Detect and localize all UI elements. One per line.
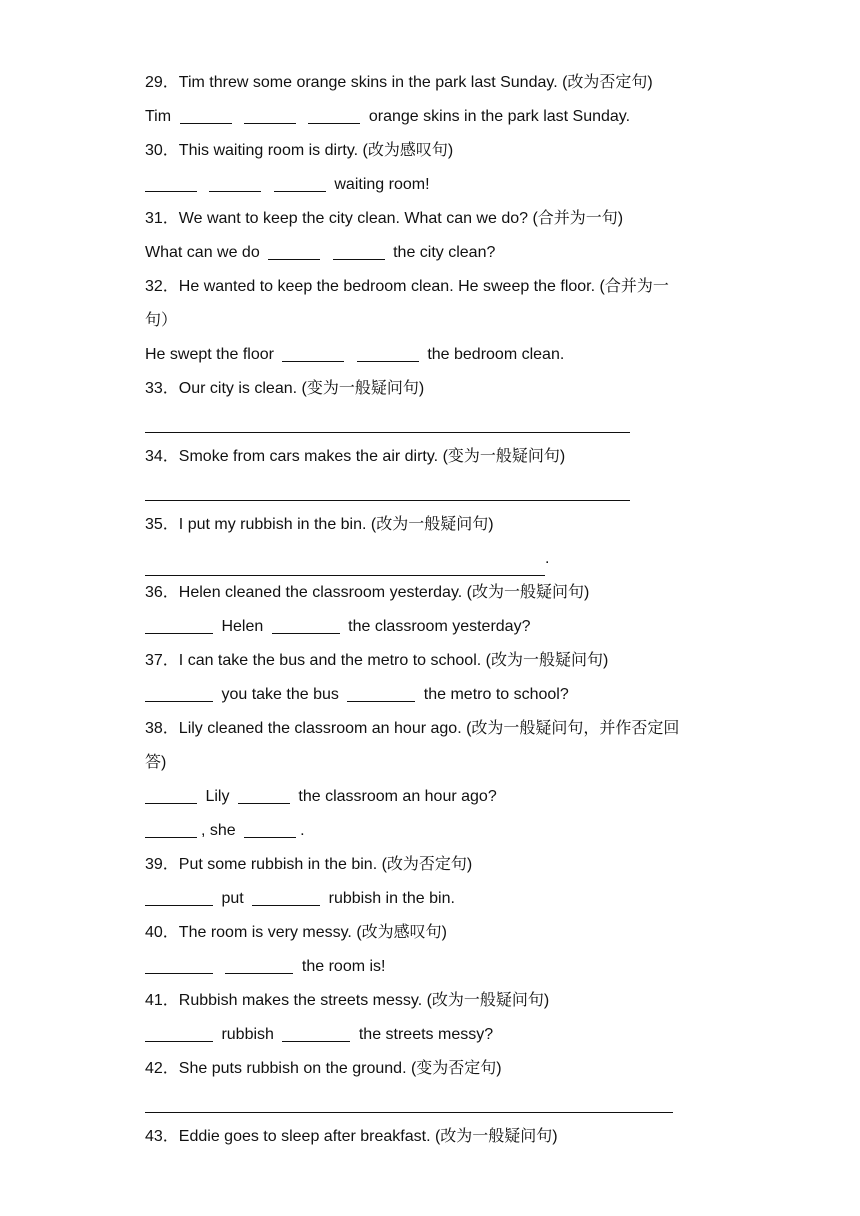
answer-text: rubbish in the bin.	[328, 890, 455, 907]
answer-30	[145, 168, 725, 202]
blank[interactable]	[252, 887, 320, 906]
answer-text: What can we do	[145, 244, 260, 261]
question-29: 29．Tim threw some orange skins in the park last Sunday. (改为否定句)	[145, 74, 653, 91]
answer-37	[145, 678, 725, 712]
blank[interactable]	[180, 105, 232, 124]
question-31: 31．We want to keep the city clean. What can we do? (合并为一句)	[145, 210, 624, 227]
answer-text: the metro to school?	[423, 686, 569, 703]
answer-text: .	[545, 550, 550, 567]
question-36: 36．Helen cleaned the classroom yesterday. (改为一般疑问句)	[145, 584, 590, 601]
answer-text: Tim	[145, 108, 172, 125]
question-38: 38．Lily cleaned the classroom an hour ago. (改为一般疑问句，并作否定回	[145, 720, 680, 737]
answer-text: you take the bus	[221, 686, 339, 703]
question-38-cont: 答)	[145, 754, 167, 771]
blank[interactable]	[145, 683, 213, 702]
blank[interactable]	[333, 241, 385, 260]
answer-35	[145, 542, 725, 576]
answer-text: the room is!	[301, 958, 386, 975]
question-40: 40．The room is very messy. (改为感叹句)	[145, 924, 447, 941]
answer-29	[145, 100, 725, 134]
blank[interactable]	[347, 683, 415, 702]
answer-line[interactable]	[145, 474, 630, 501]
blank[interactable]	[145, 887, 213, 906]
answer-40	[145, 950, 725, 984]
answer-32	[145, 338, 725, 372]
answer-41	[145, 1018, 725, 1052]
answer-text: rubbish	[221, 1026, 274, 1043]
question-43: 43．Eddie goes to sleep after breakfast. (改为一般疑问句)	[145, 1128, 558, 1145]
question-39: 39．Put some rubbish in the bin. (改为否定句)	[145, 856, 473, 873]
blank[interactable]	[282, 1023, 350, 1042]
question-33: 33．Our city is clean. (变为一般疑问句)	[145, 380, 425, 397]
question-34: 34．Smoke from cars makes the air dirty. (变为一般疑问句)	[145, 448, 566, 465]
question-41: 41．Rubbish makes the streets messy. (改为一般疑问句)	[145, 992, 550, 1009]
question-42: 42．She puts rubbish on the ground. (变为否定句)	[145, 1060, 502, 1077]
answer-text: put	[221, 890, 244, 907]
answer-text: waiting room!	[334, 176, 430, 193]
answer-text: the bedroom clean.	[427, 346, 565, 363]
question-30: 30．This waiting room is dirty. (改为感叹句)	[145, 142, 454, 159]
answer-text: He swept the floor	[145, 346, 274, 363]
answer-38-question	[145, 780, 725, 814]
blank[interactable]	[268, 241, 320, 260]
blank[interactable]	[145, 955, 213, 974]
question-32-cont: 句）	[145, 312, 178, 329]
worksheet	[145, 66, 725, 1154]
answer-line[interactable]	[145, 1086, 673, 1113]
answer-text: the streets messy?	[358, 1026, 494, 1043]
blank[interactable]	[145, 1023, 213, 1042]
blank[interactable]	[145, 819, 197, 838]
answer-text: the classroom yesterday?	[348, 618, 531, 635]
answer-31	[145, 236, 725, 270]
answer-33	[145, 406, 725, 440]
question-37: 37．I can take the bus and the metro to school. (改为一般疑问句)	[145, 652, 609, 669]
blank[interactable]	[145, 785, 197, 804]
blank[interactable]	[244, 105, 296, 124]
blank[interactable]	[272, 615, 340, 634]
blank[interactable]	[244, 819, 296, 838]
answer-39	[145, 882, 725, 916]
blank[interactable]	[274, 173, 326, 192]
answer-text: Helen	[221, 618, 264, 635]
blank[interactable]	[225, 955, 293, 974]
answer-34	[145, 474, 725, 508]
answer-text: .	[300, 822, 305, 839]
answer-line[interactable]	[145, 406, 630, 433]
question-35: 35．I put my rubbish in the bin. (改为一般疑问句)	[145, 516, 494, 533]
answer-text: Lily	[205, 788, 230, 805]
blank[interactable]	[145, 173, 197, 192]
blank[interactable]	[308, 105, 360, 124]
blank[interactable]	[357, 343, 419, 362]
blank[interactable]	[209, 173, 261, 192]
question-32: 32．He wanted to keep the bedroom clean. He sweep the floor. (合并为一	[145, 278, 669, 295]
answer-42	[145, 1086, 725, 1120]
blank[interactable]	[145, 615, 213, 634]
answer-text: orange skins in the park last Sunday.	[368, 108, 631, 125]
answer-text: the city clean?	[393, 244, 496, 261]
answer-text: , she	[201, 822, 236, 839]
answer-36	[145, 610, 725, 644]
answer-line[interactable]	[145, 549, 545, 576]
answer-38-reply	[145, 814, 725, 848]
blank[interactable]	[282, 343, 344, 362]
answer-text: the classroom an hour ago?	[298, 788, 497, 805]
blank[interactable]	[238, 785, 290, 804]
